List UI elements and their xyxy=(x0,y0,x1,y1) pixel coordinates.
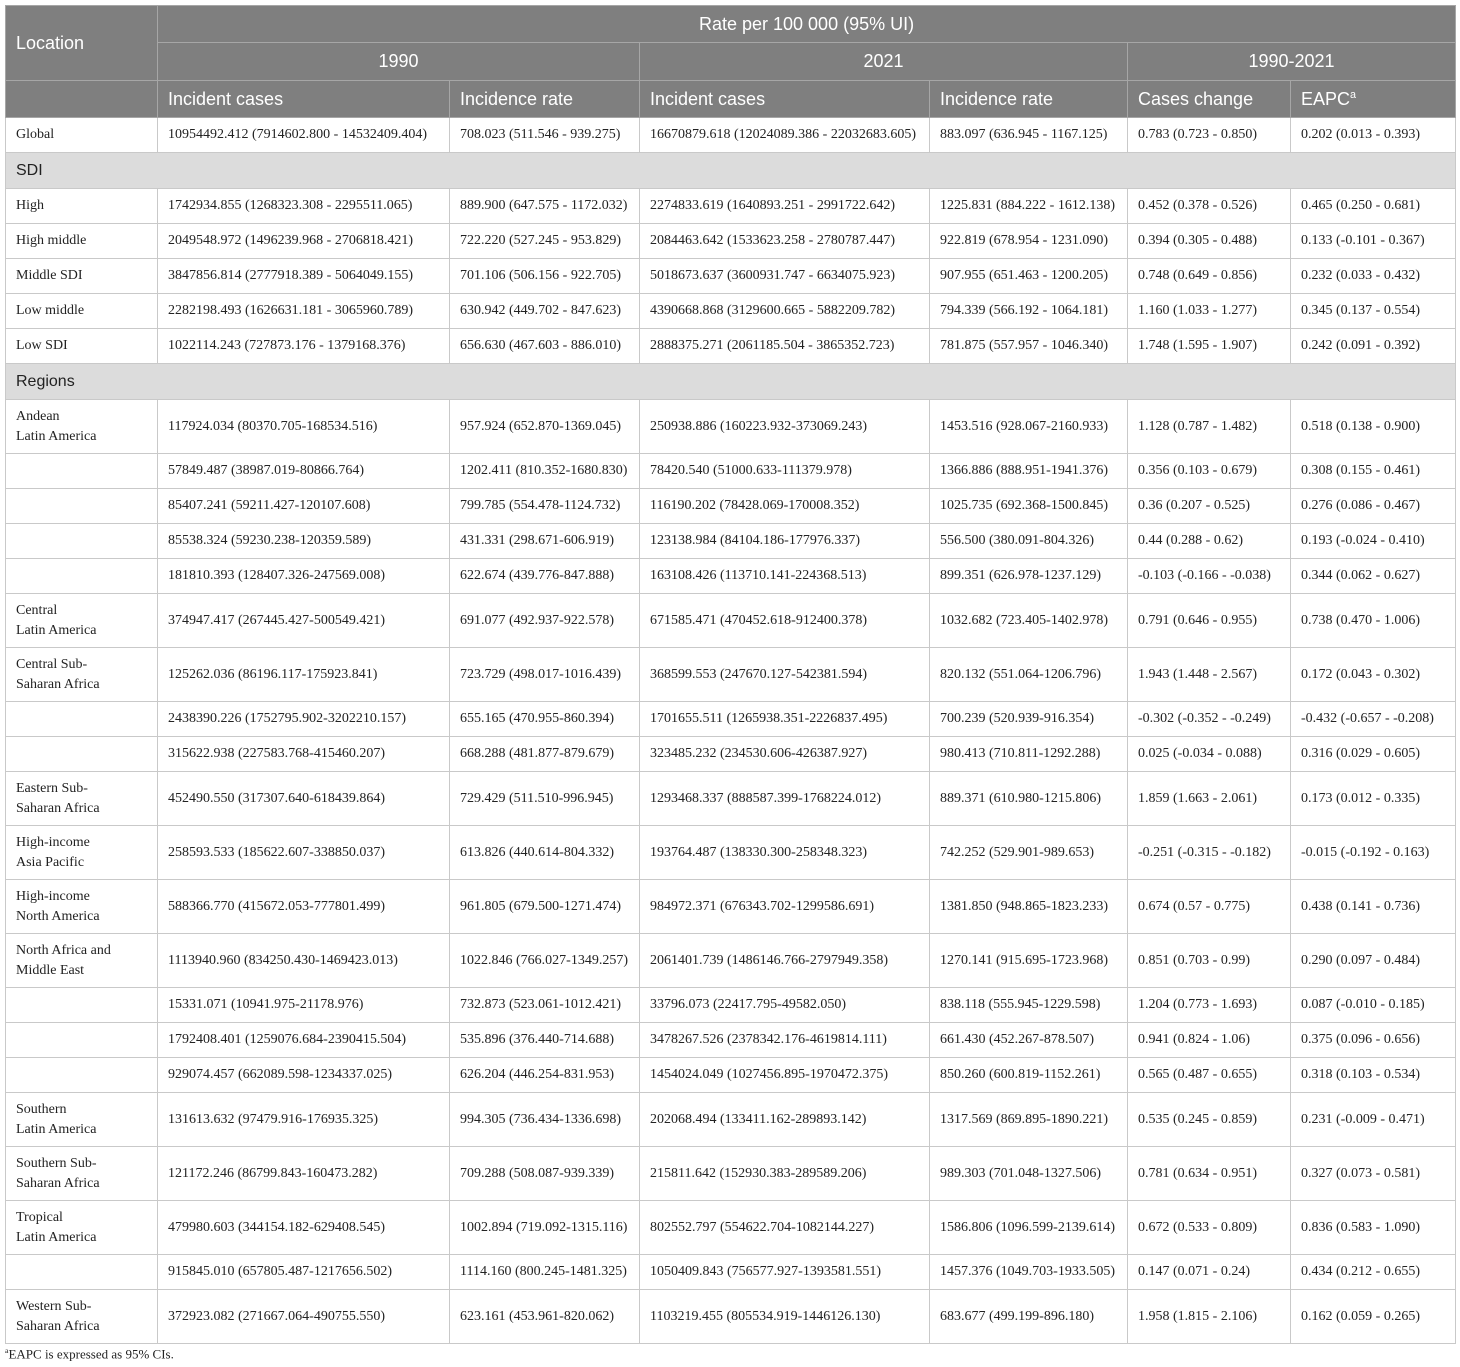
cell-r2021: 742.252 (529.901-989.653) xyxy=(930,826,1128,880)
cell-c2021: 1454024.049 (1027456.895-1970472.375) xyxy=(640,1058,930,1093)
cell-c1990: 1022114.243 (727873.176 - 1379168.376) xyxy=(158,329,450,364)
cell-c2021: 202068.494 (133411.162-289893.142) xyxy=(640,1093,930,1147)
cell-c2021: 193764.487 (138330.300-258348.323) xyxy=(640,826,930,880)
location-cell xyxy=(6,826,158,880)
cell-r2021: 889.371 (610.980-1215.806) xyxy=(930,772,1128,826)
location-cell xyxy=(6,400,158,454)
cell-r1990: 613.826 (440.614-804.332) xyxy=(450,826,640,880)
location-line: Southern xyxy=(16,1101,67,1117)
cell-r1990: 957.924 (652.870-1369.045) xyxy=(450,400,640,454)
cell-c2021: 2888375.271 (2061185.504 - 3865352.723) xyxy=(640,329,930,364)
cell-r1990: 1002.894 (719.092-1315.116) xyxy=(450,1201,640,1255)
cell-eapc: 0.836 (0.583 - 1.090) xyxy=(1291,1201,1456,1255)
table-row xyxy=(6,224,1456,259)
cell-change: 0.748 (0.649 - 0.856) xyxy=(1128,259,1291,294)
cell-c1990: 588366.770 (415672.053-777801.499) xyxy=(158,880,450,934)
cell-r2021: 1366.886 (888.951-1941.376) xyxy=(930,454,1128,489)
cell-c1990: 3847856.814 (2777918.389 - 5064049.155) xyxy=(158,259,450,294)
cell-r2021: 1317.569 (869.895-1890.221) xyxy=(930,1093,1128,1147)
cell-change: 0.44 (0.288 - 0.62) xyxy=(1128,524,1291,559)
cell-c1990: 15331.071 (10941.975-21178.976) xyxy=(158,988,450,1023)
location-line: Eastern Sub- xyxy=(16,780,88,796)
cell-change: 0.394 (0.305 - 0.488) xyxy=(1128,224,1291,259)
cell-change: 1.160 (1.033 - 1.277) xyxy=(1128,294,1291,329)
cell-r2021: 700.239 (520.939-916.354) xyxy=(930,702,1128,737)
cell-r2021: 980.413 (710.811-1292.288) xyxy=(930,737,1128,772)
location-line: Latin America xyxy=(16,1229,97,1245)
cell-eapc: 0.231 (-0.009 - 0.471) xyxy=(1291,1093,1456,1147)
cell-r1990: 1202.411 (810.352-1680.830) xyxy=(450,454,640,489)
cell-change: 0.851 (0.703 - 0.99) xyxy=(1128,934,1291,988)
cell-c1990: 117924.034 (80370.705-168534.516) xyxy=(158,400,450,454)
cell-c1990: 125262.036 (86196.117-175923.841) xyxy=(158,648,450,702)
table-row xyxy=(6,524,1456,559)
cell-c1990: 1742934.855 (1268323.308 - 2295511.065) xyxy=(158,189,450,224)
cell-c2021: 323485.232 (234530.606-426387.927) xyxy=(640,737,930,772)
table-row xyxy=(6,880,1456,934)
location-cell xyxy=(6,1147,158,1201)
cell-change: 0.36 (0.207 - 0.525) xyxy=(1128,489,1291,524)
location-cell xyxy=(6,594,158,648)
cell-r2021: 907.955 (651.463 - 1200.205) xyxy=(930,259,1128,294)
location-cell xyxy=(6,524,158,559)
cell-change: 0.535 (0.245 - 0.859) xyxy=(1128,1093,1291,1147)
section-label: SDI xyxy=(6,153,1456,189)
location-line: North America xyxy=(16,908,100,924)
cell-change: 0.672 (0.533 - 0.809) xyxy=(1128,1201,1291,1255)
change-period-header: 1990-2021 xyxy=(1128,43,1456,81)
location-line: Saharan Africa xyxy=(16,1318,100,1334)
cell-r1990: 1114.160 (800.245-1481.325) xyxy=(450,1255,640,1290)
sdi-section-row xyxy=(6,153,1456,189)
cell-c2021: 123138.984 (84104.186-177976.337) xyxy=(640,524,930,559)
location-cell: Global xyxy=(6,118,158,153)
cell-eapc: 0.318 (0.103 - 0.534) xyxy=(1291,1058,1456,1093)
location-cell xyxy=(6,648,158,702)
cell-eapc: 0.375 (0.096 - 0.656) xyxy=(1291,1023,1456,1058)
cell-r2021: 989.303 (701.048-1327.506) xyxy=(930,1147,1128,1201)
cell-r2021: 820.132 (551.064-1206.796) xyxy=(930,648,1128,702)
cases-change-header: Cases change xyxy=(1128,81,1291,118)
footnote xyxy=(5,1346,174,1362)
cell-r1990: 668.288 (481.877-879.679) xyxy=(450,737,640,772)
cell-eapc: 0.290 (0.097 - 0.484) xyxy=(1291,934,1456,988)
cell-c1990: 372923.082 (271667.064-490755.550) xyxy=(158,1290,450,1344)
cell-change: -0.302 (-0.352 - -0.249) xyxy=(1128,702,1291,737)
cell-r1990: 626.204 (446.254-831.953) xyxy=(450,1058,640,1093)
cell-r2021: 1032.682 (723.405-1402.978) xyxy=(930,594,1128,648)
cell-r1990: 701.106 (506.156 - 922.705) xyxy=(450,259,640,294)
cell-eapc: 0.242 (0.091 - 0.392) xyxy=(1291,329,1456,364)
cell-c1990: 85538.324 (59230.238-120359.589) xyxy=(158,524,450,559)
location-cell xyxy=(6,1023,158,1058)
incidence-table xyxy=(5,5,1456,1344)
cell-r1990: 889.900 (647.575 - 1172.032) xyxy=(450,189,640,224)
year-2021-header: 2021 xyxy=(640,43,1128,81)
cell-c2021: 33796.073 (22417.795-49582.050) xyxy=(640,988,930,1023)
cell-r2021: 850.260 (600.819-1152.261) xyxy=(930,1058,1128,1093)
cell-c2021: 984972.371 (676343.702-1299586.691) xyxy=(640,880,930,934)
table-row xyxy=(6,329,1456,364)
table-row xyxy=(6,189,1456,224)
location-line: Saharan Africa xyxy=(16,800,100,816)
cell-eapc: 0.465 (0.250 - 0.681) xyxy=(1291,189,1456,224)
cell-c1990: 374947.417 (267445.427-500549.421) xyxy=(158,594,450,648)
cell-r2021: 1381.850 (948.865-1823.233) xyxy=(930,880,1128,934)
cell-c2021: 250938.886 (160223.932-373069.243) xyxy=(640,400,930,454)
cell-r2021: 922.819 (678.954 - 1231.090) xyxy=(930,224,1128,259)
cell-eapc: 0.438 (0.141 - 0.736) xyxy=(1291,880,1456,934)
cell-c1990: 915845.010 (657805.487-1217656.502) xyxy=(158,1255,450,1290)
cell-r2021: 838.118 (555.945-1229.598) xyxy=(930,988,1128,1023)
cell-r2021: 1225.831 (884.222 - 1612.138) xyxy=(930,189,1128,224)
location-cell: High middle xyxy=(6,224,158,259)
cell-eapc: 0.173 (0.012 - 0.335) xyxy=(1291,772,1456,826)
location-line: Latin America xyxy=(16,428,97,444)
cell-change: -0.251 (-0.315 - -0.182) xyxy=(1128,826,1291,880)
cell-change: 1.859 (1.663 - 2.061) xyxy=(1128,772,1291,826)
table-row xyxy=(6,594,1456,648)
cell-change: 0.781 (0.634 - 0.951) xyxy=(1128,1147,1291,1201)
cell-r1990: 656.630 (467.603 - 886.010) xyxy=(450,329,640,364)
table-row xyxy=(6,772,1456,826)
table-row xyxy=(6,400,1456,454)
cell-r1990: 722.220 (527.245 - 953.829) xyxy=(450,224,640,259)
cell-c1990: 929074.457 (662089.598-1234337.025) xyxy=(158,1058,450,1093)
cell-c1990: 181810.393 (128407.326-247569.008) xyxy=(158,559,450,594)
cell-r1990: 961.805 (679.500-1271.474) xyxy=(450,880,640,934)
cell-change: 1.943 (1.448 - 2.567) xyxy=(1128,648,1291,702)
incident-cases-1990-header: Incident cases xyxy=(158,81,450,118)
table-row xyxy=(6,1290,1456,1344)
cell-r2021: 781.875 (557.957 - 1046.340) xyxy=(930,329,1128,364)
cell-change: 1.958 (1.815 - 2.106) xyxy=(1128,1290,1291,1344)
location-line: Latin America xyxy=(16,622,97,638)
cell-r2021: 661.430 (452.267-878.507) xyxy=(930,1023,1128,1058)
table-row xyxy=(6,1023,1456,1058)
cell-r1990: 729.429 (511.510-996.945) xyxy=(450,772,640,826)
cell-r2021: 899.351 (626.978-1237.129) xyxy=(930,559,1128,594)
table-row xyxy=(6,737,1456,772)
cell-r2021: 683.677 (499.199-896.180) xyxy=(930,1290,1128,1344)
cell-r1990: 1022.846 (766.027-1349.257) xyxy=(450,934,640,988)
cell-r1990: 655.165 (470.955-860.394) xyxy=(450,702,640,737)
location-cell xyxy=(6,1290,158,1344)
location-line: Southern Sub- xyxy=(16,1155,97,1171)
cell-r1990: 691.077 (492.937-922.578) xyxy=(450,594,640,648)
location-line: Asia Pacific xyxy=(16,854,85,870)
location-line: North Africa and xyxy=(16,942,111,958)
cell-change: 0.791 (0.646 - 0.955) xyxy=(1128,594,1291,648)
cell-eapc: 0.087 (-0.010 - 0.185) xyxy=(1291,988,1456,1023)
cell-c1990: 2282198.493 (1626631.181 - 3065960.789) xyxy=(158,294,450,329)
group-title-header: Rate per 100 000 (95% UI) xyxy=(158,6,1456,43)
cell-c1990: 1113940.960 (834250.430-1469423.013) xyxy=(158,934,450,988)
cell-change: 0.452 (0.378 - 0.526) xyxy=(1128,189,1291,224)
cell-eapc: -0.432 (-0.657 - -0.208) xyxy=(1291,702,1456,737)
year-1990-header: 1990 xyxy=(158,43,640,81)
table-row xyxy=(6,259,1456,294)
cell-c2021: 2084463.642 (1533623.258 - 2780787.447) xyxy=(640,224,930,259)
cell-change: 1.204 (0.773 - 1.693) xyxy=(1128,988,1291,1023)
location-cell xyxy=(6,559,158,594)
location-cell xyxy=(6,1093,158,1147)
location-cell: Low SDI xyxy=(6,329,158,364)
table-body xyxy=(6,118,1456,1344)
cell-change: 1.128 (0.787 - 1.482) xyxy=(1128,400,1291,454)
cell-r2021: 794.339 (566.192 - 1064.181) xyxy=(930,294,1128,329)
cell-eapc: 0.434 (0.212 - 0.655) xyxy=(1291,1255,1456,1290)
cell-r1990: 732.873 (523.061-1012.421) xyxy=(450,988,640,1023)
cell-c1990: 479980.603 (344154.182-629408.545) xyxy=(158,1201,450,1255)
cell-c1990: 121172.246 (86799.843-160473.282) xyxy=(158,1147,450,1201)
cell-c1990: 131613.632 (97479.916-176935.325) xyxy=(158,1093,450,1147)
table-row xyxy=(6,454,1456,489)
cell-eapc: 0.193 (-0.024 - 0.410) xyxy=(1291,524,1456,559)
eapc-header: EAPC$^a$ xyxy=(1291,81,1456,118)
regions-section-row xyxy=(6,364,1456,400)
cell-c1990: 85407.241 (59211.427-120107.608) xyxy=(158,489,450,524)
cell-c1990: 57849.487 (38987.019-80866.764) xyxy=(158,454,450,489)
location-line: Central Sub- xyxy=(16,656,88,672)
location-line: High-income xyxy=(16,834,90,850)
cell-c2021: 1103219.455 (805534.919-1446126.130) xyxy=(640,1290,930,1344)
cell-r1990: 799.785 (554.478-1124.732) xyxy=(450,489,640,524)
cell-c2021: 116190.202 (78428.069-170008.352) xyxy=(640,489,930,524)
location-header: Location xyxy=(6,6,158,81)
location-line: Latin America xyxy=(16,1121,97,1137)
cell-c2021: 5018673.637 (3600931.747 - 6634075.923) xyxy=(640,259,930,294)
cell-r1990: 431.331 (298.671-606.919) xyxy=(450,524,640,559)
table-row xyxy=(6,702,1456,737)
incident-cases-2021-header: Incident cases xyxy=(640,81,930,118)
location-line: High-income xyxy=(16,888,90,904)
section-label: Regions xyxy=(6,364,1456,400)
cell-c1990: 2049548.972 (1496239.968 - 2706818.421) xyxy=(158,224,450,259)
incidence-rate-2021-header: Incidence rate xyxy=(930,81,1128,118)
cell-c2021: 671585.471 (470452.618-912400.378) xyxy=(640,594,930,648)
table-row xyxy=(6,1255,1456,1290)
cell-c2021: 4390668.868 (3129600.665 - 5882209.782) xyxy=(640,294,930,329)
location-cell xyxy=(6,702,158,737)
cell-r2021: 1025.735 (692.368-1500.845) xyxy=(930,489,1128,524)
cell-change: 0.674 (0.57 - 0.775) xyxy=(1128,880,1291,934)
table-row xyxy=(6,294,1456,329)
cell-r2021: 1586.806 (1096.599-2139.614) xyxy=(930,1201,1128,1255)
table-row xyxy=(6,826,1456,880)
cell-c2021: 368599.553 (247670.127-542381.594) xyxy=(640,648,930,702)
cell-eapc: 0.518 (0.138 - 0.900) xyxy=(1291,400,1456,454)
blank-header-cell xyxy=(6,81,158,118)
cell-eapc: 0.738 (0.470 - 1.006) xyxy=(1291,594,1456,648)
location-cell xyxy=(6,1255,158,1290)
cell-eapc: -0.015 (-0.192 - 0.163) xyxy=(1291,826,1456,880)
cell-change: 0.783 (0.723 - 0.850) xyxy=(1128,118,1291,153)
location-line: Middle East xyxy=(16,962,85,978)
location-cell xyxy=(6,1201,158,1255)
location-cell xyxy=(6,737,158,772)
cell-eapc: 0.276 (0.086 - 0.467) xyxy=(1291,489,1456,524)
location-cell xyxy=(6,880,158,934)
cell-c2021: 802552.797 (554622.704-1082144.227) xyxy=(640,1201,930,1255)
cell-c2021: 1701655.511 (1265938.351-2226837.495) xyxy=(640,702,930,737)
table-row xyxy=(6,118,1456,153)
cell-change: 0.565 (0.487 - 0.655) xyxy=(1128,1058,1291,1093)
cell-eapc: 0.345 (0.137 - 0.554) xyxy=(1291,294,1456,329)
cell-c2021: 163108.426 (113710.141-224368.513) xyxy=(640,559,930,594)
cell-r2021: 883.097 (636.945 - 1167.125) xyxy=(930,118,1128,153)
cell-c2021: 1293468.337 (888587.399-1768224.012) xyxy=(640,772,930,826)
table-header xyxy=(6,6,1456,118)
location-cell xyxy=(6,489,158,524)
location-cell: Middle SDI xyxy=(6,259,158,294)
cell-r2021: 1453.516 (928.067-2160.933) xyxy=(930,400,1128,454)
table-row xyxy=(6,559,1456,594)
cell-c2021: 78420.540 (51000.633-111379.978) xyxy=(640,454,930,489)
location-cell xyxy=(6,988,158,1023)
cell-change: 1.748 (1.595 - 1.907) xyxy=(1128,329,1291,364)
cell-c1990: 1792408.401 (1259076.684-2390415.504) xyxy=(158,1023,450,1058)
cell-eapc: 0.344 (0.062 - 0.627) xyxy=(1291,559,1456,594)
table-row xyxy=(6,1058,1456,1093)
table-row xyxy=(6,1201,1456,1255)
cell-c2021: 16670879.618 (12024089.386 - 22032683.605) xyxy=(640,118,930,153)
cell-r1990: 723.729 (498.017-1016.439) xyxy=(450,648,640,702)
footnote-marker: a xyxy=(5,1346,9,1355)
cell-eapc: 0.162 (0.059 - 0.265) xyxy=(1291,1290,1456,1344)
cell-c2021: 1050409.843 (756577.927-1393581.551) xyxy=(640,1255,930,1290)
incidence-rate-1990-header: Incidence rate xyxy=(450,81,640,118)
cell-c1990: 2438390.226 (1752795.902-3202210.157) xyxy=(158,702,450,737)
cell-change: -0.103 (-0.166 - -0.038) xyxy=(1128,559,1291,594)
footnote-text: EAPC is expressed as 95% CIs. xyxy=(8,1346,174,1362)
location-line: Saharan Africa xyxy=(16,1175,100,1191)
cell-r1990: 630.942 (449.702 - 847.623) xyxy=(450,294,640,329)
cell-c1990: 452490.550 (317307.640-618439.864) xyxy=(158,772,450,826)
cell-eapc: 0.172 (0.043 - 0.302) xyxy=(1291,648,1456,702)
cell-r1990: 708.023 (511.546 - 939.275) xyxy=(450,118,640,153)
cell-change: 0.941 (0.824 - 1.06) xyxy=(1128,1023,1291,1058)
cell-eapc: 0.316 (0.029 - 0.605) xyxy=(1291,737,1456,772)
cell-r2021: 1270.141 (915.695-1723.968) xyxy=(930,934,1128,988)
cell-eapc: 0.232 (0.033 - 0.432) xyxy=(1291,259,1456,294)
location-cell xyxy=(6,772,158,826)
cell-r1990: 994.305 (736.434-1336.698) xyxy=(450,1093,640,1147)
cell-c2021: 2274833.619 (1640893.251 - 2991722.642) xyxy=(640,189,930,224)
cell-r1990: 623.161 (453.961-820.062) xyxy=(450,1290,640,1344)
cell-r1990: 535.896 (376.440-714.688) xyxy=(450,1023,640,1058)
location-cell: High xyxy=(6,189,158,224)
table-row xyxy=(6,1093,1456,1147)
location-line: Central xyxy=(16,602,58,618)
location-line: Andean xyxy=(16,408,60,424)
location-cell: Low middle xyxy=(6,294,158,329)
location-line: Western Sub- xyxy=(16,1298,92,1314)
cell-c1990: 315622.938 (227583.768-415460.207) xyxy=(158,737,450,772)
cell-c1990: 258593.533 (185622.607-338850.037) xyxy=(158,826,450,880)
cell-eapc: 0.133 (-0.101 - 0.367) xyxy=(1291,224,1456,259)
table-row xyxy=(6,1147,1456,1201)
cell-change: 0.147 (0.071 - 0.24) xyxy=(1128,1255,1291,1290)
table-row xyxy=(6,988,1456,1023)
table-row xyxy=(6,934,1456,988)
table-row xyxy=(6,648,1456,702)
cell-r2021: 1457.376 (1049.703-1933.505) xyxy=(930,1255,1128,1290)
cell-c1990: 10954492.412 (7914602.800 - 14532409.404) xyxy=(158,118,450,153)
cell-c2021: 3478267.526 (2378342.176-4619814.111) xyxy=(640,1023,930,1058)
cell-change: 0.025 (-0.034 - 0.088) xyxy=(1128,737,1291,772)
location-cell xyxy=(6,1058,158,1093)
cell-c2021: 2061401.739 (1486146.766-2797949.358) xyxy=(640,934,930,988)
cell-c2021: 215811.642 (152930.383-289589.206) xyxy=(640,1147,930,1201)
table-row xyxy=(6,489,1456,524)
location-cell xyxy=(6,454,158,489)
cell-change: 0.356 (0.103 - 0.679) xyxy=(1128,454,1291,489)
cell-r1990: 622.674 (439.776-847.888) xyxy=(450,559,640,594)
cell-r2021: 556.500 (380.091-804.326) xyxy=(930,524,1128,559)
location-line: Tropical xyxy=(16,1209,63,1225)
location-cell xyxy=(6,934,158,988)
cell-eapc: 0.327 (0.073 - 0.581) xyxy=(1291,1147,1456,1201)
cell-eapc: 0.202 (0.013 - 0.393) xyxy=(1291,118,1456,153)
location-line: Saharan Africa xyxy=(16,676,100,692)
cell-r1990: 709.288 (508.087-939.339) xyxy=(450,1147,640,1201)
cell-eapc: 0.308 (0.155 - 0.461) xyxy=(1291,454,1456,489)
